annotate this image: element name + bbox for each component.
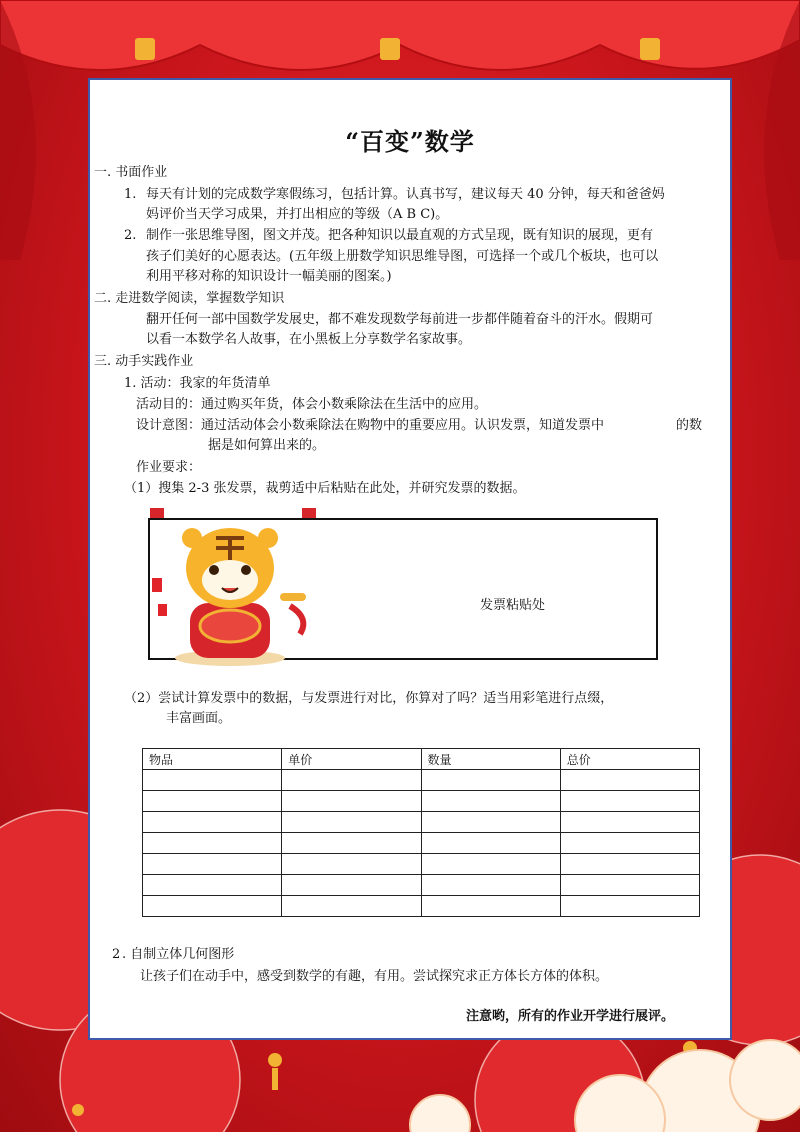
page-title: “百变”数学 bbox=[345, 127, 475, 156]
section2-line2: 以看一本数学名人故事，在小黑板上分享数学名家故事。 bbox=[146, 332, 472, 347]
requirements-heading: 作业要求： bbox=[136, 460, 202, 475]
table-cell bbox=[282, 791, 421, 812]
table-cell bbox=[421, 791, 560, 812]
invoice-paste-label: 发票粘贴处 bbox=[480, 598, 546, 613]
table-cell bbox=[560, 812, 699, 833]
table-row bbox=[143, 896, 700, 917]
table-cell bbox=[560, 875, 699, 896]
table-cell bbox=[421, 875, 560, 896]
header-total-price: 总价 bbox=[560, 749, 699, 770]
table-cell bbox=[282, 770, 421, 791]
section1-item1-line1: 每天有计划的完成数学寒假练习，包括计算。认真书写，建议每天 40 分钟，每天和爸爸妈 bbox=[146, 187, 665, 202]
activity-title: 1. 活动：我家的年货清单 bbox=[124, 376, 271, 391]
activity-purpose: 活动目的：通过购买年货，体会小数乘除法在生活中的应用。 bbox=[136, 397, 488, 412]
section1-item1-number: 1. bbox=[124, 187, 137, 202]
section2-heading: 二. 走进数学阅读，掌握数学知识 bbox=[94, 291, 285, 306]
requirement-1: （1）搜集 2-3 张发票，裁剪适中后粘贴在此处，并研究发票的数据。 bbox=[124, 481, 526, 496]
table-cell bbox=[421, 770, 560, 791]
table-cell bbox=[560, 833, 699, 854]
table-cell bbox=[143, 896, 282, 917]
table-row bbox=[143, 812, 700, 833]
table-cell bbox=[560, 896, 699, 917]
geometry-item-title: . 自制立体几何图形 bbox=[122, 947, 235, 962]
requirement-2-line2: 丰富画面。 bbox=[166, 711, 232, 726]
exhibition-note: 注意哟，所有的作业开学进行展评。 bbox=[466, 1009, 675, 1024]
table-row bbox=[143, 875, 700, 896]
section1-item2-line1: 制作一张思维导图，图文并茂。把各种知识以最直观的方式呈现，既有知识的展现，更有 bbox=[146, 228, 654, 243]
table-cell bbox=[421, 833, 560, 854]
geometry-item-description: 让孩子们在动手中，感受到数学的有趣，有用。尝试探究求正方体长方体的体积。 bbox=[140, 969, 609, 984]
section1-heading: 一. 书面作业 bbox=[94, 165, 168, 180]
section1-item2-number: 2. bbox=[124, 228, 137, 243]
homework-sheet bbox=[88, 78, 732, 1040]
design-intent-blank-end: 的数 bbox=[676, 418, 703, 433]
table-cell bbox=[282, 896, 421, 917]
header-unit-price: 单价 bbox=[282, 749, 421, 770]
table-cell bbox=[143, 854, 282, 875]
table-cell bbox=[560, 770, 699, 791]
table-cell bbox=[143, 833, 282, 854]
table-cell bbox=[421, 812, 560, 833]
table-cell bbox=[282, 875, 421, 896]
table-cell bbox=[282, 812, 421, 833]
geometry-item-number: 2 bbox=[112, 947, 121, 962]
requirement-2-line1: （2）尝试计算发票中的数据，与发票进行对比，你算对了吗？适当用彩笔进行点缀， bbox=[124, 691, 614, 706]
table-cell bbox=[421, 896, 560, 917]
table-row bbox=[143, 770, 700, 791]
table-header-row bbox=[143, 749, 700, 770]
table-cell bbox=[143, 791, 282, 812]
section1-item1-line2: 妈评价当天学习成果，并打出相应的等级（A B C)。 bbox=[146, 207, 449, 222]
table-row bbox=[143, 791, 700, 812]
tiger-mascot-illustration bbox=[150, 508, 320, 668]
header-quantity: 数量 bbox=[421, 749, 560, 770]
section2-line1: 翻开任何一部中国数学发展史，都不难发现数学每前进一步都伴随着奋斗的汗水。假期可 bbox=[146, 312, 654, 327]
header-item: 物品 bbox=[143, 749, 282, 770]
design-intent-line1: 设计意图：通过活动体会小数乘除法在购物中的重要应用。认识发票，知道发票中 bbox=[136, 418, 605, 433]
table-cell bbox=[560, 854, 699, 875]
table-cell bbox=[143, 770, 282, 791]
section1-item2-line3: 利用平移对称的知识设计一幅美丽的图案。) bbox=[146, 269, 392, 284]
table-cell bbox=[421, 854, 560, 875]
table-row bbox=[143, 854, 700, 875]
table-cell bbox=[282, 854, 421, 875]
table-cell bbox=[282, 833, 421, 854]
table-row bbox=[143, 833, 700, 854]
table-cell bbox=[560, 791, 699, 812]
table-cell bbox=[143, 812, 282, 833]
table-cell bbox=[143, 875, 282, 896]
curtain-swags bbox=[0, 0, 800, 70]
section1-item2-line2: 孩子们美好的心愿表达。(五年级上册数学知识思维导图，可选择一个或几个板块，也可以 bbox=[146, 249, 659, 264]
design-intent-line2: 据是如何算出来的。 bbox=[208, 438, 326, 453]
new-year-goods-table bbox=[142, 748, 700, 917]
section3-heading: 三. 动手实践作业 bbox=[94, 354, 194, 369]
